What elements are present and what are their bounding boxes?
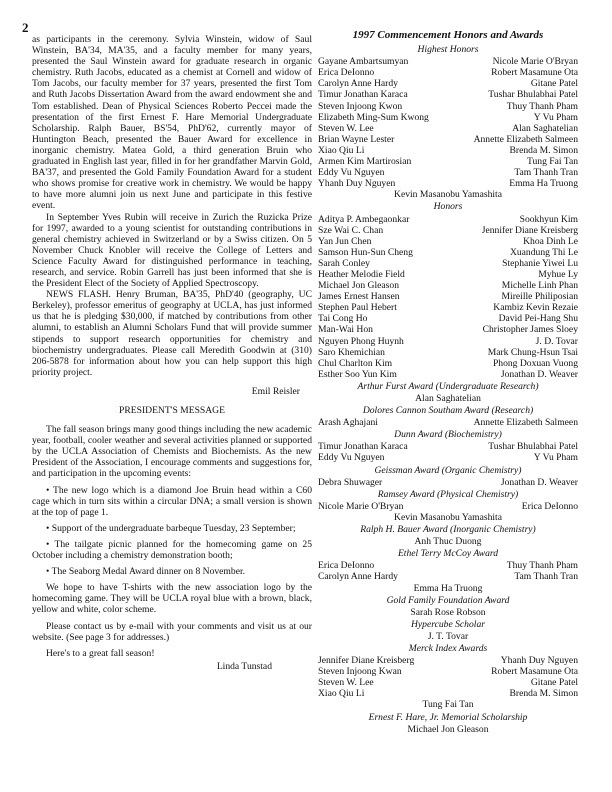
name-row xyxy=(318,369,578,380)
name-left: Heather Melodie Field xyxy=(318,268,405,280)
name-left: Steven Injoong Kwan xyxy=(318,666,402,678)
name-right: Tung Fai Tan xyxy=(526,156,578,168)
bullet-item: • The Seaborg Medal Award dinner on 8 November. xyxy=(46,566,246,578)
name-right: Phong Doxuan Vuong xyxy=(492,357,578,369)
name-left: Brian Wayne Lester xyxy=(318,133,395,145)
name-left: Yan Jun Chen xyxy=(318,235,372,247)
name-right: Y Vu Pham xyxy=(533,452,578,464)
left-column xyxy=(32,34,312,672)
highest-honors-list xyxy=(318,56,578,189)
name-right: Khoa Dinh Le xyxy=(523,235,578,247)
name-right: Xuandung Thi Le xyxy=(509,246,578,258)
name-row xyxy=(318,178,578,189)
name-row xyxy=(318,112,578,123)
name-centered: Tung Fai Tan xyxy=(422,699,474,711)
name-left: Steven Injoong Kwon xyxy=(318,100,403,112)
name-row xyxy=(318,167,578,178)
name-row xyxy=(318,358,578,369)
name-row xyxy=(318,78,578,89)
name-right: Stephanie Yiwei Lu xyxy=(502,257,578,269)
name-row xyxy=(318,156,578,167)
dunn-list xyxy=(318,441,578,463)
name-right: Sookhyun Kim xyxy=(519,213,578,225)
bullet-item: • The tailgate picnic planned for the homecoming game on 25 October including a chemistry demonstration booth; xyxy=(32,538,312,562)
bullet-item: • The new logo which is a diamond Joe Bruin head within a C60 cage which in turn sits within a circular DNA; a small version is shown at the top of page 1. xyxy=(32,484,312,518)
name-right: Tushar Bhulabhai Patel xyxy=(488,441,578,453)
name-row xyxy=(318,441,578,452)
name-left: Jennifer Diane Kreisberg xyxy=(318,655,415,667)
name-right: Annette Elizabeth Salmeen xyxy=(473,417,578,429)
paragraph: In September Yves Rubin will receive in Zurich the Ruzicka Prize for 1997, awarded to a young scientist for outstanding contributions in general chemistry achieved in Switzerland or by a Swiss citizen. On 5 November Chuck Knobler will receive the College of Letters and Science Faculty Award for distinguished performance in teaching, research, and service. Robin Garrell has just been informed that she is the President Elect of the Society of Applied Spectroscopy. xyxy=(32,211,312,290)
name-left: Yhanh Duy Nguyen xyxy=(318,178,396,190)
name-right: Nicole Marie O'Bryan xyxy=(492,56,578,68)
name-left: Nguyen Phong Huynh xyxy=(318,335,404,347)
name-row xyxy=(318,291,578,302)
name-row xyxy=(318,560,578,571)
name-right: Jonathan D. Weaver xyxy=(500,476,578,488)
name-left: Tai Cong Ho xyxy=(318,313,368,325)
name-right: Y Vu Pham xyxy=(533,111,578,123)
name-right: Jennifer Diane Kreisberg xyxy=(481,224,578,236)
name-right: Michelle Linh Phan xyxy=(501,280,578,292)
mccoy-list xyxy=(318,560,578,582)
name-left: Debra Shuwager xyxy=(318,476,383,488)
name-left: Aditya P. Ambegaonkar xyxy=(318,213,410,225)
section-label: Merck Index Awards xyxy=(408,642,488,654)
name-centered: Anh Thuc Duong xyxy=(414,536,482,548)
name-right: Jonathan D. Weaver xyxy=(500,368,578,380)
name-row xyxy=(318,269,578,280)
section-label: Dolores Cannon Southam Award (Research) xyxy=(362,405,534,417)
name-left: Steven W. Lee xyxy=(318,677,374,689)
ramsey-list xyxy=(318,501,578,512)
name-centered: Kevin Masanobu Yamashita xyxy=(394,511,502,523)
name-right: Erica DeIonno xyxy=(521,500,578,512)
name-row xyxy=(318,67,578,78)
paragraph: We hope to have T-shirts with the new association logo by the homecoming game. They will be UCLA royal blue with a brown, black, yellow and white, color scheme. xyxy=(32,582,312,616)
name-right: Yhanh Duy Nguyen xyxy=(500,655,578,667)
name-right: Christopher James Sloey xyxy=(482,324,578,336)
name-right: Myhue Ly xyxy=(538,268,578,280)
honors-list xyxy=(318,214,578,380)
awards-title: 1997 Commencement Honors and Awards xyxy=(352,29,544,41)
name-left: Eddy Vu Nguyen xyxy=(318,452,385,464)
name-row xyxy=(318,247,578,258)
section-label: Honors xyxy=(433,201,463,213)
name-left: Xiao Qiu Li xyxy=(318,144,365,156)
name-left: Carolyn Anne Hardy xyxy=(318,571,398,583)
name-left: Sarah Conley xyxy=(318,257,370,269)
name-left: Saro Khemichian xyxy=(318,346,385,358)
name-left: Eddy Vu Nguyen xyxy=(318,167,385,179)
name-right: Tam Thanh Tran xyxy=(514,571,578,583)
section-label: Highest Honors xyxy=(417,44,479,56)
name-left: Stephen Paul Hebert xyxy=(318,302,397,314)
name-right: J. D. Tovar xyxy=(535,335,578,347)
name-left: Nicole Marie O'Bryan xyxy=(318,500,404,512)
name-right: Tam Thanh Tran xyxy=(514,167,578,179)
name-centered: Sarah Rose Robson xyxy=(410,606,486,618)
name-right: Brenda M. Simon xyxy=(509,688,578,700)
paragraph: The fall season brings many good things including the new academic year, football, cooler weather and several activities planned or supported by the UCLA Association of Chemists and Biochemists. As the new President of the Association, I encourage comments and suggestions for, and participation in the upcoming events: xyxy=(32,424,312,480)
name-row xyxy=(318,145,578,156)
bullet-item: • Support of the undergraduate barbeque Tuesday, 23 September; xyxy=(46,522,296,534)
paragraph: as participants in the ceremony. Sylvia Winstein, widow of Saul Winstein, BA'34, MA'35, and a faculty member for many years, presented the Saul Winstein award for graduate research in organic chemistry. Ruth Jacobs, educated as a chemist at Cornell and widow of Tom Jacobs, our faculty member for 37 years, presented the first Tom and Ruth Jacobs Dissertation Award from the award endowment she and Tom established. Dean of Physical Sciences Roberto Peccei made the presentation of the first Ernest F. Hare Memorial Undergraduate Scholarship. Ralph Bauer, BS'54, PhD'62, currently mayor of Huntington Beach, presented the Bauer Award for excellence in inorganic chemistry. Matea Gold, a third generation Bruin who graduated in English last year, filled in for her grandfather Marvin Gold, BA'37, and presented the Gold Family Foundation Award for a student who shows promise for creative work in chemistry. We would be happy to have more alumni join us next June and participate in this festive event. xyxy=(32,34,312,212)
name-left: James Ernest Hansen xyxy=(318,291,400,303)
name-row xyxy=(318,225,578,236)
name-centered: J. T. Tovar xyxy=(427,630,469,642)
name-right: Brenda M. Simon xyxy=(509,144,578,156)
name-right: Mark Chung-Hsun Tsai xyxy=(487,346,578,358)
name-centered: Emma Ha Truong xyxy=(413,582,483,594)
name-row xyxy=(318,101,578,112)
name-right: Gitane Patel xyxy=(530,677,578,689)
southam-list xyxy=(318,417,578,428)
name-row xyxy=(318,477,578,488)
section-label: Arthur Furst Award (Undergraduate Research) xyxy=(357,380,539,392)
name-row xyxy=(318,666,578,677)
geissman-list xyxy=(318,477,578,488)
name-left: Erica DeIonno xyxy=(318,560,375,572)
name-row xyxy=(318,501,578,512)
name-left: Chul Charlton Kim xyxy=(318,357,393,369)
section-label: Gold Family Foundation Award xyxy=(386,594,510,606)
name-row xyxy=(318,313,578,324)
signature-emil-reisler: Emil Reisler xyxy=(251,385,300,397)
name-left: Man-Wai Hon xyxy=(318,324,373,336)
presidents-message-heading: PRESIDENT'S MESSAGE xyxy=(119,405,225,416)
section-label: Hypercube Scholar xyxy=(411,618,485,630)
name-left: Esther Soo Yun Kim xyxy=(318,368,397,380)
name-left: Timur Jonathan Karaca xyxy=(318,441,408,453)
name-left: Carolyn Anne Hardy xyxy=(318,78,398,90)
name-right: Thuy Thanh Pham xyxy=(506,100,578,112)
signature-linda-tunstad: Linda Tunstad xyxy=(216,660,272,672)
name-row xyxy=(318,302,578,313)
name-row xyxy=(318,280,578,291)
name-right: Gitane Patel xyxy=(530,78,578,90)
right-column xyxy=(318,30,578,735)
name-row xyxy=(318,655,578,666)
name-left: Steven W. Lee xyxy=(318,122,374,134)
name-row xyxy=(318,347,578,358)
name-right: Emma Ha Truong xyxy=(509,178,578,190)
name-left: Erica DeIonno xyxy=(318,67,375,79)
name-left: Elizabeth Ming-Sum Kwong xyxy=(318,111,429,123)
name-right: Kambiz Kevin Rezaie xyxy=(493,302,578,314)
page-number: 2 xyxy=(22,20,29,35)
name-row xyxy=(318,324,578,335)
name-row xyxy=(318,89,578,100)
name-right: Alan Saghatelian xyxy=(512,122,578,134)
name-row xyxy=(318,123,578,134)
name-right: Tushar Bhulabhai Patel xyxy=(488,89,578,101)
section-label: Ethel Terry McCoy Award xyxy=(397,548,499,560)
name-right: David Pei-Hang Shu xyxy=(498,313,578,325)
name-row xyxy=(318,452,578,463)
name-left: Timur Jonathan Karaca xyxy=(318,89,408,101)
name-centered: Kevin Masanobu Yamashita xyxy=(394,189,502,201)
section-label: Ramsey Award (Physical Chemistry) xyxy=(377,488,519,500)
paragraph: Please contact us by e-mail with your comments and visit us at our website. (See page 3 for addresses.) xyxy=(32,620,312,643)
name-right: Annette Elizabeth Salmeen xyxy=(473,133,578,145)
name-left: Sze Wai C. Chan xyxy=(318,224,384,236)
name-centered: Alan Saghatelian xyxy=(415,393,481,404)
paragraph: NEWS FLASH. Henry Bruman, BA'35, PhD'40 (geography, UC Berkeley), professor emeritus of geography at UCLA, has just informed us that he is pledging $30,000, if matched by contributions from other alumni, to establish an Alumni Scholars Fund that will provide summer stipends to support research opportunities for chemistry and biochemistry undergraduates. Please call Meredith Goodwin at (310) 206-5878 for information about how you can help support this high priority project. xyxy=(32,289,312,378)
name-right: Mireille Philiposian xyxy=(501,291,578,303)
paragraph: Here's to a great fall season! xyxy=(46,647,155,659)
name-left: Michael Jon Gleason xyxy=(318,280,399,292)
section-label: Ernest F. Hare, Jr. Memorial Scholarship xyxy=(368,711,528,723)
name-left: Xiao Qiu Li xyxy=(318,688,365,700)
name-centered: Michael Jon Gleason xyxy=(407,723,489,735)
name-right: Robert Masamune Ota xyxy=(491,67,578,79)
name-row xyxy=(318,688,578,699)
name-row xyxy=(318,336,578,347)
name-row xyxy=(318,258,578,269)
name-row xyxy=(318,417,578,428)
name-row xyxy=(318,56,578,67)
name-row xyxy=(318,571,578,582)
name-row xyxy=(318,134,578,145)
section-label: Ralph H. Bauer Award (Inorganic Chemistry) xyxy=(360,524,536,536)
name-left: Samson Hun-Sun Cheng xyxy=(318,246,413,258)
name-right: Thuy Thanh Pham xyxy=(506,560,578,572)
name-left: Arash Aghajani xyxy=(318,417,378,429)
section-label: Geissman Award (Organic Chemistry) xyxy=(374,464,522,476)
name-row xyxy=(318,214,578,225)
section-label: Dunn Award (Biochemistry) xyxy=(394,429,502,441)
merck-list xyxy=(318,655,578,699)
name-row xyxy=(318,236,578,247)
name-left: Gayane Ambartsumyan xyxy=(318,56,409,68)
name-right: Robert Masamune Ota xyxy=(491,666,578,678)
name-row xyxy=(318,677,578,688)
name-left: Armen Kim Martirosian xyxy=(318,156,412,168)
